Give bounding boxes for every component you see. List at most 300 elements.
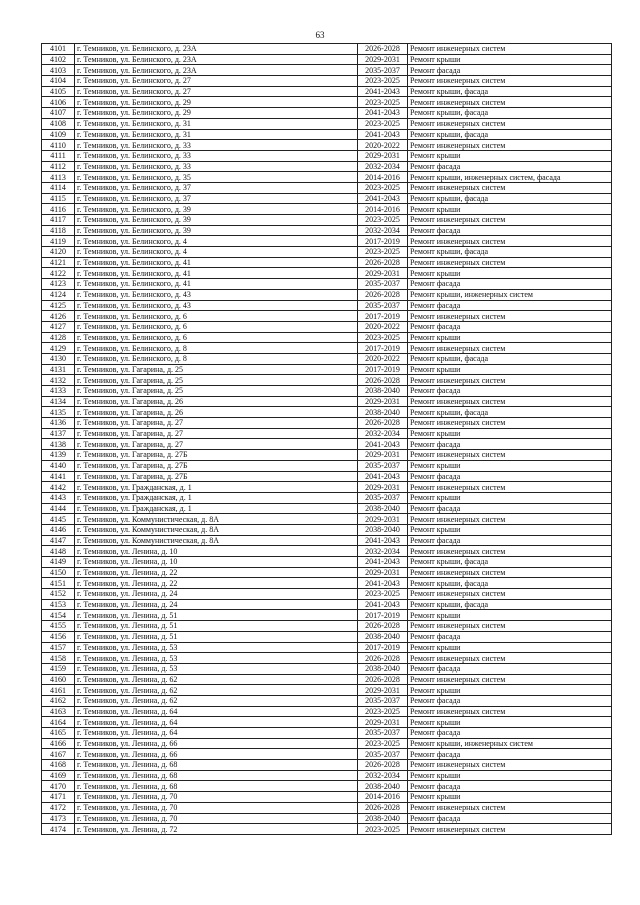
row-number-cell: 4174: [42, 824, 75, 835]
row-number-cell: 4154: [42, 610, 75, 621]
table-row: [42, 65, 612, 76]
address-cell: г. Темников, ул. Ленина, д. 24: [75, 589, 358, 600]
row-number-cell: 4134: [42, 396, 75, 407]
row-number-cell: 4153: [42, 599, 75, 610]
work-type-cell: Ремонт фасада: [408, 439, 612, 450]
work-type-cell: Ремонт крыши: [408, 685, 612, 696]
address-cell: г. Темников, ул. Белинского, д. 31: [75, 129, 358, 140]
row-number-cell: 4160: [42, 674, 75, 685]
address-cell: г. Темников, ул. Белинского, д. 29: [75, 108, 358, 119]
table-row: [42, 108, 612, 119]
row-number-cell: 4162: [42, 695, 75, 706]
address-cell: г. Темников, ул. Ленина, д. 70: [75, 802, 358, 813]
table-row: [42, 396, 612, 407]
period-cell: 2023-2025: [358, 118, 408, 129]
table-row: [42, 182, 612, 193]
table-row: [42, 717, 612, 728]
period-cell: 2038-2040: [358, 663, 408, 674]
row-number-cell: 4106: [42, 97, 75, 108]
address-cell: г. Темников, ул. Ленина, д. 64: [75, 728, 358, 739]
address-cell: г. Темников, ул. Белинского, д. 43: [75, 289, 358, 300]
row-number-cell: 4157: [42, 642, 75, 653]
row-number-cell: 4141: [42, 471, 75, 482]
work-type-cell: Ремонт инженерных систем: [408, 589, 612, 600]
table-row: [42, 471, 612, 482]
row-number-cell: 4171: [42, 792, 75, 803]
address-cell: г. Темников, ул. Белинского, д. 27: [75, 76, 358, 87]
table-row: [42, 663, 612, 674]
table-row: [42, 706, 612, 717]
table-row: [42, 503, 612, 514]
table-row: [42, 193, 612, 204]
work-type-cell: Ремонт инженерных систем: [408, 182, 612, 193]
table-row: [42, 492, 612, 503]
period-cell: 2023-2025: [358, 738, 408, 749]
row-number-cell: 4135: [42, 407, 75, 418]
table-row: [42, 557, 612, 568]
period-cell: 2035-2037: [358, 728, 408, 739]
work-type-cell: Ремонт инженерных систем: [408, 760, 612, 771]
table-row: [42, 204, 612, 215]
row-number-cell: 4118: [42, 225, 75, 236]
address-cell: г. Темников, ул. Ленина, д. 10: [75, 557, 358, 568]
work-type-cell: Ремонт крыши, инженерных систем, фасада: [408, 172, 612, 183]
table-row: [42, 546, 612, 557]
work-type-cell: Ремонт крыши, фасада: [408, 247, 612, 258]
table-row: [42, 621, 612, 632]
row-number-cell: 4149: [42, 557, 75, 568]
address-cell: г. Темников, ул. Гагарина, д. 27: [75, 428, 358, 439]
work-type-cell: Ремонт крыши, фасада: [408, 578, 612, 589]
row-number-cell: 4124: [42, 289, 75, 300]
table-row: [42, 781, 612, 792]
period-cell: 2020-2022: [358, 353, 408, 364]
work-type-cell: Ремонт крыши, фасада: [408, 86, 612, 97]
row-number-cell: 4163: [42, 706, 75, 717]
table-row: [42, 247, 612, 258]
work-type-cell: Ремонт крыши: [408, 54, 612, 65]
table-row: [42, 524, 612, 535]
row-number-cell: 4168: [42, 760, 75, 771]
address-cell: г. Темников, ул. Гражданская, д. 1: [75, 492, 358, 503]
work-type-cell: Ремонт инженерных систем: [408, 567, 612, 578]
work-type-cell: Ремонт инженерных систем: [408, 546, 612, 557]
row-number-cell: 4130: [42, 353, 75, 364]
period-cell: 2026-2028: [358, 375, 408, 386]
address-cell: г. Темников, ул. Белинского, д. 37: [75, 182, 358, 193]
work-type-cell: Ремонт крыши: [408, 524, 612, 535]
work-type-cell: Ремонт инженерных систем: [408, 706, 612, 717]
period-cell: 2041-2043: [358, 129, 408, 140]
table-row: [42, 236, 612, 247]
period-cell: 2029-2031: [358, 514, 408, 525]
period-cell: 2041-2043: [358, 439, 408, 450]
table-row: [42, 450, 612, 461]
period-cell: 2038-2040: [358, 386, 408, 397]
work-type-cell: Ремонт фасада: [408, 695, 612, 706]
work-type-cell: Ремонт инженерных систем: [408, 311, 612, 322]
row-number-cell: 4129: [42, 343, 75, 354]
period-cell: 2023-2025: [358, 589, 408, 600]
table-row: [42, 54, 612, 65]
period-cell: 2023-2025: [358, 247, 408, 258]
table-row: [42, 792, 612, 803]
row-number-cell: 4116: [42, 204, 75, 215]
table-row: [42, 129, 612, 140]
address-cell: г. Темников, ул. Белинского, д. 43: [75, 300, 358, 311]
work-type-cell: Ремонт крыши: [408, 460, 612, 471]
address-cell: г. Темников, ул. Ленина, д. 51: [75, 610, 358, 621]
work-type-cell: Ремонт крыши, инженерных систем: [408, 289, 612, 300]
period-cell: 2029-2031: [358, 567, 408, 578]
work-type-cell: Ремонт инженерных систем: [408, 396, 612, 407]
table-row: [42, 97, 612, 108]
work-type-cell: Ремонт инженерных систем: [408, 418, 612, 429]
row-number-cell: 4126: [42, 311, 75, 322]
row-number-cell: 4150: [42, 567, 75, 578]
period-cell: 2041-2043: [358, 86, 408, 97]
row-number-cell: 4166: [42, 738, 75, 749]
period-cell: 2014-2016: [358, 792, 408, 803]
period-cell: 2017-2019: [358, 311, 408, 322]
row-number-cell: 4167: [42, 749, 75, 760]
work-type-cell: Ремонт фасада: [408, 781, 612, 792]
work-type-cell: Ремонт инженерных систем: [408, 824, 612, 835]
address-cell: г. Темников, ул. Белинского, д. 41: [75, 279, 358, 290]
address-cell: г. Темников, ул. Белинского, д. 27: [75, 86, 358, 97]
row-number-cell: 4143: [42, 492, 75, 503]
work-type-cell: Ремонт инженерных систем: [408, 653, 612, 664]
period-cell: 2023-2025: [358, 215, 408, 226]
table-row: [42, 813, 612, 824]
work-type-cell: Ремонт крыши: [408, 610, 612, 621]
address-cell: г. Темников, ул. Белинского, д. 37: [75, 193, 358, 204]
row-number-cell: 4125: [42, 300, 75, 311]
table-row: [42, 589, 612, 600]
address-cell: г. Темников, ул. Ленина, д. 68: [75, 781, 358, 792]
period-cell: 2038-2040: [358, 813, 408, 824]
address-cell: г. Темников, ул. Белинского, д. 35: [75, 172, 358, 183]
period-cell: 2041-2043: [358, 108, 408, 119]
table-row: [42, 439, 612, 450]
row-number-cell: 4139: [42, 450, 75, 461]
row-number-cell: 4146: [42, 524, 75, 535]
row-number-cell: 4115: [42, 193, 75, 204]
address-cell: г. Темников, ул. Белинского, д. 6: [75, 311, 358, 322]
work-type-cell: Ремонт крыши, инженерных систем: [408, 738, 612, 749]
row-number-cell: 4128: [42, 332, 75, 343]
work-type-cell: Ремонт инженерных систем: [408, 97, 612, 108]
row-number-cell: 4117: [42, 215, 75, 226]
address-cell: г. Темников, ул. Белинского, д. 8: [75, 343, 358, 354]
row-number-cell: 4104: [42, 76, 75, 87]
period-cell: 2023-2025: [358, 76, 408, 87]
period-cell: 2026-2028: [358, 621, 408, 632]
row-number-cell: 4127: [42, 321, 75, 332]
period-cell: 2026-2028: [358, 760, 408, 771]
period-cell: 2014-2016: [358, 172, 408, 183]
period-cell: 2026-2028: [358, 257, 408, 268]
row-number-cell: 4155: [42, 621, 75, 632]
table-row: [42, 161, 612, 172]
address-cell: г. Темников, ул. Белинского, д. 41: [75, 268, 358, 279]
period-cell: 2035-2037: [358, 492, 408, 503]
address-cell: г. Темников, ул. Гагарина, д. 27: [75, 439, 358, 450]
table-row: [42, 118, 612, 129]
address-cell: г. Темников, ул. Ленина, д. 53: [75, 642, 358, 653]
row-number-cell: 4113: [42, 172, 75, 183]
address-cell: г. Темников, ул. Белинского, д. 23А: [75, 44, 358, 55]
period-cell: 2035-2037: [358, 749, 408, 760]
table-row: [42, 332, 612, 343]
period-cell: 2029-2031: [358, 268, 408, 279]
work-type-cell: Ремонт инженерных систем: [408, 215, 612, 226]
table-row: [42, 364, 612, 375]
address-cell: г. Темников, ул. Белинского, д. 33: [75, 140, 358, 151]
row-number-cell: 4102: [42, 54, 75, 65]
period-cell: 2041-2043: [358, 193, 408, 204]
table-row: [42, 460, 612, 471]
table-row: [42, 749, 612, 760]
address-cell: г. Темников, ул. Ленина, д. 10: [75, 546, 358, 557]
work-type-cell: Ремонт инженерных систем: [408, 375, 612, 386]
period-cell: 2038-2040: [358, 781, 408, 792]
table-row: [42, 770, 612, 781]
table-row: [42, 407, 612, 418]
address-cell: г. Темников, ул. Гагарина, д. 25: [75, 364, 358, 375]
work-type-cell: Ремонт инженерных систем: [408, 343, 612, 354]
work-type-cell: Ремонт фасада: [408, 65, 612, 76]
period-cell: 2029-2031: [358, 54, 408, 65]
row-number-cell: 4105: [42, 86, 75, 97]
work-type-cell: Ремонт фасада: [408, 161, 612, 172]
table-row: [42, 599, 612, 610]
row-number-cell: 4123: [42, 279, 75, 290]
row-number-cell: 4107: [42, 108, 75, 119]
table-row: [42, 610, 612, 621]
table-row: [42, 353, 612, 364]
work-type-cell: Ремонт крыши: [408, 204, 612, 215]
row-number-cell: 4110: [42, 140, 75, 151]
repair-schedule-table: [41, 43, 612, 835]
address-cell: г. Темников, ул. Ленина, д. 66: [75, 749, 358, 760]
table-row: [42, 44, 612, 55]
table-row: [42, 482, 612, 493]
address-cell: г. Темников, ул. Ленина, д. 64: [75, 717, 358, 728]
table-row: [42, 289, 612, 300]
row-number-cell: 4147: [42, 535, 75, 546]
work-type-cell: Ремонт крыши, фасада: [408, 129, 612, 140]
work-type-cell: Ремонт инженерных систем: [408, 514, 612, 525]
work-type-cell: Ремонт крыши: [408, 492, 612, 503]
table-row: [42, 279, 612, 290]
work-type-cell: Ремонт инженерных систем: [408, 674, 612, 685]
period-cell: 2017-2019: [358, 236, 408, 247]
period-cell: 2026-2028: [358, 674, 408, 685]
table-row: [42, 578, 612, 589]
table-row: [42, 76, 612, 87]
row-number-cell: 4122: [42, 268, 75, 279]
address-cell: г. Темников, ул. Белинского, д. 23А: [75, 54, 358, 65]
table-row: [42, 535, 612, 546]
period-cell: 2032-2034: [358, 428, 408, 439]
address-cell: г. Темников, ул. Белинского, д. 4: [75, 236, 358, 247]
work-type-cell: Ремонт крыши: [408, 642, 612, 653]
address-cell: г. Темников, ул. Гагарина, д. 26: [75, 407, 358, 418]
address-cell: г. Темников, ул. Белинского, д. 4: [75, 247, 358, 258]
row-number-cell: 4136: [42, 418, 75, 429]
address-cell: г. Темников, ул. Белинского, д. 41: [75, 257, 358, 268]
address-cell: г. Темников, ул. Гагарина, д. 27Б: [75, 460, 358, 471]
table-row: [42, 653, 612, 664]
table-row: [42, 225, 612, 236]
period-cell: 2041-2043: [358, 535, 408, 546]
row-number-cell: 4119: [42, 236, 75, 247]
table-row: [42, 321, 612, 332]
table-row: [42, 150, 612, 161]
row-number-cell: 4121: [42, 257, 75, 268]
address-cell: г. Темников, ул. Ленина, д. 51: [75, 631, 358, 642]
row-number-cell: 4109: [42, 129, 75, 140]
period-cell: 2017-2019: [358, 343, 408, 354]
work-type-cell: Ремонт крыши, фасада: [408, 108, 612, 119]
period-cell: 2032-2034: [358, 770, 408, 781]
period-cell: 2026-2028: [358, 418, 408, 429]
row-number-cell: 4112: [42, 161, 75, 172]
table-row: [42, 86, 612, 97]
row-number-cell: 4140: [42, 460, 75, 471]
address-cell: г. Темников, ул. Белинского, д. 6: [75, 332, 358, 343]
period-cell: 2041-2043: [358, 599, 408, 610]
table-row: [42, 642, 612, 653]
table-row: [42, 428, 612, 439]
work-type-cell: Ремонт крыши, фасада: [408, 557, 612, 568]
work-type-cell: Ремонт крыши: [408, 770, 612, 781]
period-cell: 2038-2040: [358, 407, 408, 418]
table-row: [42, 257, 612, 268]
period-cell: 2026-2028: [358, 289, 408, 300]
address-cell: г. Темников, ул. Гагарина, д. 27Б: [75, 450, 358, 461]
period-cell: 2035-2037: [358, 65, 408, 76]
address-cell: г. Темников, ул. Ленина, д. 53: [75, 663, 358, 674]
row-number-cell: 4138: [42, 439, 75, 450]
address-cell: г. Темников, ул. Ленина, д. 62: [75, 674, 358, 685]
address-cell: г. Темников, ул. Белинского, д. 23А: [75, 65, 358, 76]
table-row: [42, 674, 612, 685]
address-cell: г. Темников, ул. Коммунистическая, д. 8А: [75, 514, 358, 525]
row-number-cell: 4152: [42, 589, 75, 600]
period-cell: 2014-2016: [358, 204, 408, 215]
period-cell: 2023-2025: [358, 706, 408, 717]
row-number-cell: 4172: [42, 802, 75, 813]
row-number-cell: 4131: [42, 364, 75, 375]
row-number-cell: 4144: [42, 503, 75, 514]
period-cell: 2035-2037: [358, 300, 408, 311]
address-cell: г. Темников, ул. Ленина, д. 22: [75, 567, 358, 578]
address-cell: г. Темников, ул. Белинского, д. 31: [75, 118, 358, 129]
table-body: [42, 44, 612, 835]
row-number-cell: 4161: [42, 685, 75, 696]
table-row: [42, 738, 612, 749]
period-cell: 2020-2022: [358, 321, 408, 332]
period-cell: 2041-2043: [358, 557, 408, 568]
period-cell: 2041-2043: [358, 578, 408, 589]
work-type-cell: Ремонт крыши, фасада: [408, 353, 612, 364]
address-cell: г. Темников, ул. Ленина, д. 64: [75, 706, 358, 717]
table-row: [42, 140, 612, 151]
row-number-cell: 4111: [42, 150, 75, 161]
row-number-cell: 4158: [42, 653, 75, 664]
address-cell: г. Темников, ул. Ленина, д. 72: [75, 824, 358, 835]
period-cell: 2029-2031: [358, 150, 408, 161]
table-row: [42, 728, 612, 739]
table-row: [42, 695, 612, 706]
work-type-cell: Ремонт крыши: [408, 268, 612, 279]
table-row: [42, 375, 612, 386]
table-row: [42, 514, 612, 525]
work-type-cell: Ремонт фасада: [408, 225, 612, 236]
table-row: [42, 760, 612, 771]
address-cell: г. Темников, ул. Ленина, д. 51: [75, 621, 358, 632]
row-number-cell: 4159: [42, 663, 75, 674]
period-cell: 2017-2019: [358, 610, 408, 621]
table-row: [42, 418, 612, 429]
work-type-cell: Ремонт инженерных систем: [408, 450, 612, 461]
table-row: [42, 631, 612, 642]
period-cell: 2023-2025: [358, 332, 408, 343]
address-cell: г. Темников, ул. Белинского, д. 39: [75, 225, 358, 236]
work-type-cell: Ремонт крыши, фасада: [408, 407, 612, 418]
work-type-cell: Ремонт фасада: [408, 663, 612, 674]
address-cell: г. Темников, ул. Коммунистическая, д. 8А: [75, 524, 358, 535]
address-cell: г. Темников, ул. Белинского, д. 33: [75, 161, 358, 172]
work-type-cell: Ремонт инженерных систем: [408, 802, 612, 813]
work-type-cell: Ремонт фасада: [408, 631, 612, 642]
row-number-cell: 4148: [42, 546, 75, 557]
period-cell: 2023-2025: [358, 824, 408, 835]
work-type-cell: Ремонт инженерных систем: [408, 140, 612, 151]
address-cell: г. Темников, ул. Гагарина, д. 25: [75, 386, 358, 397]
table-row: [42, 343, 612, 354]
row-number-cell: 4151: [42, 578, 75, 589]
address-cell: г. Темников, ул. Ленина, д. 62: [75, 685, 358, 696]
work-type-cell: Ремонт инженерных систем: [408, 236, 612, 247]
address-cell: г. Темников, ул. Ленина, д. 68: [75, 770, 358, 781]
period-cell: 2029-2031: [358, 482, 408, 493]
period-cell: 2032-2034: [358, 161, 408, 172]
row-number-cell: 4156: [42, 631, 75, 642]
address-cell: г. Темников, ул. Ленина, д. 70: [75, 813, 358, 824]
row-number-cell: 4164: [42, 717, 75, 728]
period-cell: 2038-2040: [358, 631, 408, 642]
period-cell: 2032-2034: [358, 546, 408, 557]
address-cell: г. Темников, ул. Ленина, д. 53: [75, 653, 358, 664]
work-type-cell: Ремонт инженерных систем: [408, 118, 612, 129]
address-cell: г. Темников, ул. Белинского, д. 39: [75, 215, 358, 226]
period-cell: 2029-2031: [358, 450, 408, 461]
table-row: [42, 172, 612, 183]
period-cell: 2017-2019: [358, 642, 408, 653]
period-cell: 2023-2025: [358, 97, 408, 108]
work-type-cell: Ремонт фасада: [408, 749, 612, 760]
row-number-cell: 4103: [42, 65, 75, 76]
work-type-cell: Ремонт крыши, фасада: [408, 599, 612, 610]
table-row: [42, 567, 612, 578]
work-type-cell: Ремонт фасада: [408, 279, 612, 290]
table-row: [42, 311, 612, 322]
period-cell: 2020-2022: [358, 140, 408, 151]
address-cell: г. Темников, ул. Ленина, д. 68: [75, 760, 358, 771]
